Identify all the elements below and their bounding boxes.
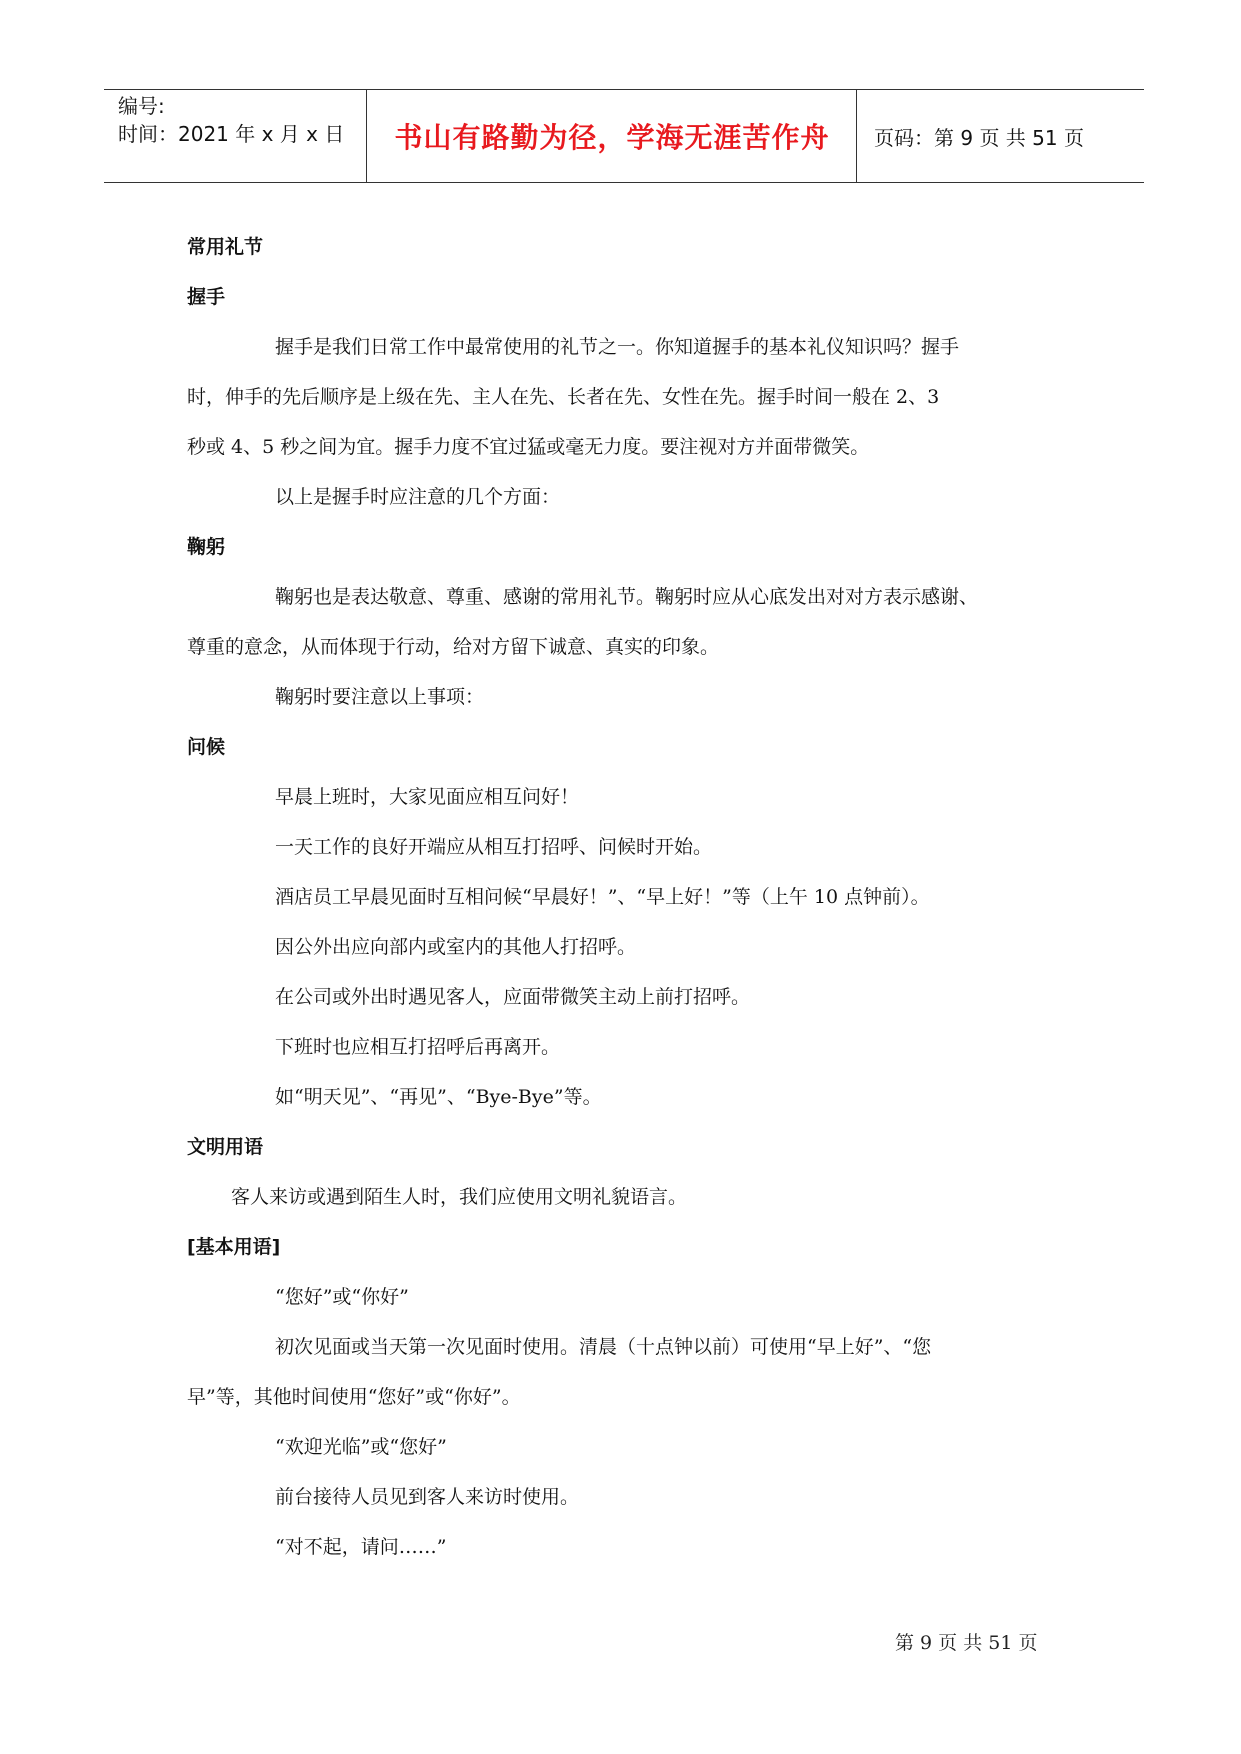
greeting-line: 一天工作的良好开端应从相互打招呼、问候时开始。 <box>275 836 713 858</box>
paragraph-line: 客人来访或遇到陌生人时，我们应使用文明礼貌语言。 <box>231 1186 688 1208</box>
header-info <box>118 90 368 182</box>
paragraph-line: 尊重的意念，从而体现于行动，给对方留下诚意、真实的印象。 <box>187 636 720 658</box>
header-motto: 书山有路勤为径，学海无涯苦作舟 <box>394 121 830 154</box>
header-time-label: 时间：2021 年 x 月 x 日 <box>118 122 345 146</box>
polite-heading: 文明用语 <box>187 1136 264 1158</box>
document-header <box>104 89 1144 183</box>
paragraph-line: 鞠躬也是表达敬意、尊重、感谢的常用礼节。鞠躬时应从心底发出对对方表示感谢、 <box>275 586 979 608</box>
phrase-quote: “对不起，请问……” <box>275 1536 447 1558</box>
header-page-label: 页码：第 9 页 共 51 页 <box>874 125 1084 150</box>
greeting-line: 如“明天见”、“再见”、“Bye-Bye”等。 <box>275 1086 602 1108</box>
header-divider <box>856 90 857 182</box>
paragraph-line: 时，伸手的先后顺序是上级在先、主人在先、长者在先、女性在先。握手时间一般在 2、3 <box>187 386 940 408</box>
paragraph-line: 秒或 4、5 秒之间为宜。握手力度不宜过猛或毫无力度。要注视对方并面带微笑。 <box>187 436 870 458</box>
page-footer: 第 9 页 共 51 页 <box>895 1632 1038 1654</box>
bow-heading: 鞠躬 <box>187 536 226 558</box>
document-body <box>187 222 1067 1572</box>
paragraph-line: 初次见面或当天第一次见面时使用。清晨（十点钟以前）可使用“早上好”、“您 <box>275 1336 932 1358</box>
section-title: 常用礼节 <box>187 236 264 258</box>
phrase-quote: “您好”或“你好” <box>275 1286 409 1308</box>
paragraph-line: 鞠躬时要注意以上事项： <box>275 686 485 708</box>
header-number-label: 编号: <box>118 94 165 118</box>
handshake-heading: 握手 <box>187 286 226 308</box>
phrase-quote: “欢迎光临”或“您好” <box>275 1436 447 1458</box>
greeting-line: 在公司或外出时遇见客人，应面带微笑主动上前打招呼。 <box>275 986 751 1008</box>
greeting-line: 下班时也应相互打招呼后再离开。 <box>275 1036 561 1058</box>
greeting-line: 酒店员工早晨见面时互相问候“早晨好！”、“早上好！”等（上午 10 点钟前）。 <box>275 886 930 908</box>
greeting-heading: 问候 <box>187 736 226 758</box>
basic-phrases-heading: [基本用语] <box>187 1236 281 1258</box>
paragraph-line: 前台接待人员见到客人来访时使用。 <box>275 1486 580 1508</box>
paragraph-line: 握手是我们日常工作中最常使用的礼节之一。你知道握手的基本礼仪知识吗？握手 <box>275 336 960 358</box>
header-divider <box>366 90 367 182</box>
paragraph-line: 以上是握手时应注意的几个方面： <box>275 486 561 508</box>
greeting-line: 早晨上班时，大家见面应相互问好！ <box>275 786 580 808</box>
paragraph-line: 早”等，其他时间使用“您好”或“你好”。 <box>187 1386 521 1408</box>
greeting-line: 因公外出应向部内或室内的其他人打招呼。 <box>275 936 637 958</box>
